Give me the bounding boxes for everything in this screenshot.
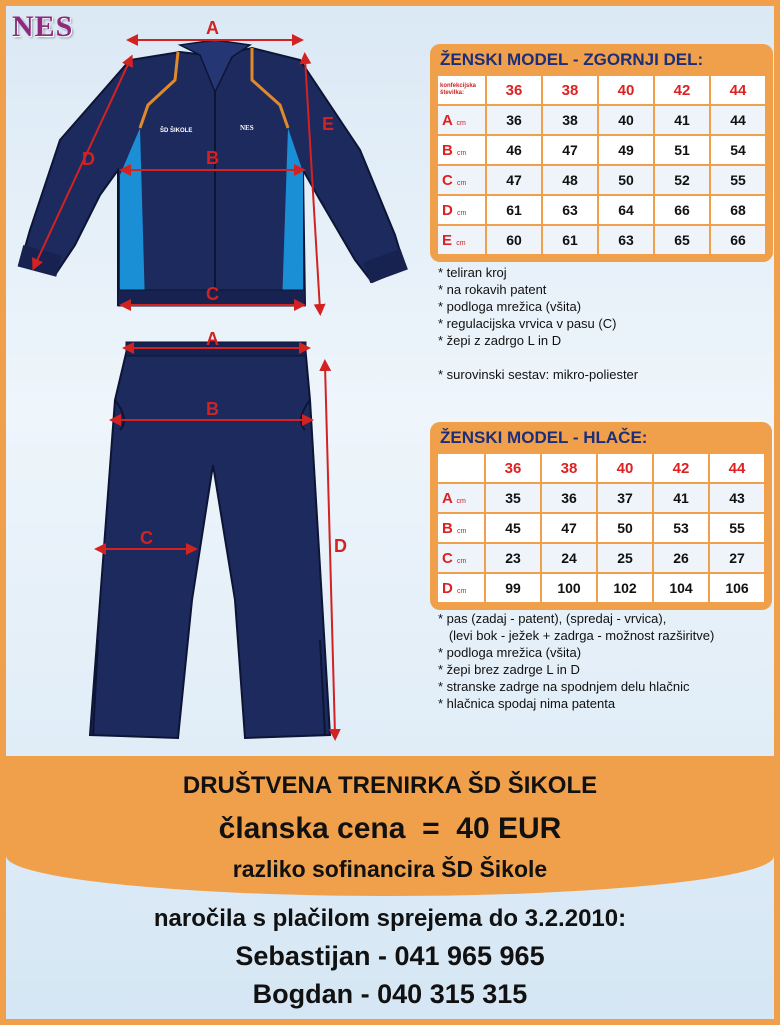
note-item: (levi bok - ježek + zadrga - možnost razširitve) — [438, 628, 715, 643]
table-row — [438, 574, 764, 602]
size-header: 38 — [543, 76, 597, 104]
table-row — [438, 166, 765, 194]
table-cell: 53 — [654, 514, 708, 542]
table-cell: 38 — [543, 106, 597, 134]
table-cell: 41 — [655, 106, 709, 134]
table-cell: 61 — [487, 196, 541, 224]
tracksuit-illustration — [0, 0, 430, 760]
table-cell: 65 — [655, 226, 709, 254]
note-item — [438, 349, 638, 366]
table-cell: 50 — [598, 514, 652, 542]
table-cell: 51 — [655, 136, 709, 164]
note-item: * regulacijska vrvica v pasu (C) — [438, 316, 617, 331]
table-cell: 63 — [599, 226, 653, 254]
table-cell: 35 — [486, 484, 540, 512]
table-row — [438, 196, 765, 224]
table-row — [438, 136, 765, 164]
table-cell: 27 — [710, 544, 764, 572]
pants-label-b: B — [206, 399, 219, 419]
jacket-label-c: C — [206, 284, 219, 304]
table-cell: 64 — [599, 196, 653, 224]
jacket-notes — [438, 264, 638, 383]
table-cell: 100 — [542, 574, 596, 602]
table-cell: 68 — [711, 196, 765, 224]
table-cell: 26 — [654, 544, 708, 572]
table-cell: 47 — [542, 514, 596, 542]
jacket-brand-left: ŠD ŠIKOLE — [160, 128, 193, 134]
table-row — [438, 544, 764, 572]
jacket-brand-right: NES — [240, 124, 254, 132]
table-cell: 55 — [710, 514, 764, 542]
note-item: * žepi z zadrgo L in D — [438, 333, 562, 348]
size-header-label: konfekcijska številka: — [438, 76, 485, 104]
pants-label-d: D — [334, 536, 347, 556]
table-cell: 66 — [655, 196, 709, 224]
note-item: * žepi brez zadrge L in D — [438, 662, 580, 677]
note-item: * hlačnica spodaj nima patenta — [438, 696, 616, 711]
table-cell: 48 — [543, 166, 597, 194]
note-item: * podloga mrežica (všita) — [438, 299, 582, 314]
table-cell: 25 — [598, 544, 652, 572]
table-cell: 99 — [486, 574, 540, 602]
size-header: 40 — [598, 454, 652, 482]
table-cell: 47 — [487, 166, 541, 194]
row-label: E cm — [438, 226, 485, 254]
table-cell: 36 — [542, 484, 596, 512]
pants-notes — [438, 610, 714, 712]
table-cell: 44 — [711, 106, 765, 134]
row-label: B cm — [438, 136, 485, 164]
table-cell: 102 — [598, 574, 652, 602]
note-item: * pas (zadaj - patent), (spredaj - vrvica), — [438, 611, 667, 626]
row-label: A cm — [438, 106, 485, 134]
size-header: 42 — [655, 76, 709, 104]
table-cell: 50 — [599, 166, 653, 194]
table-cell: 41 — [654, 484, 708, 512]
note-item: * na rokavih patent — [438, 282, 547, 297]
jacket-table-title: ŽENSKI MODEL - ZGORNJI DEL: — [440, 50, 704, 69]
row-label: B cm — [438, 514, 484, 542]
jacket-label-a: A — [206, 18, 219, 38]
row-label: A cm — [438, 484, 484, 512]
promo-title: DRUŠTVENA TRENIRKA ŠD ŠIKOLE — [182, 772, 598, 799]
size-header: 36 — [486, 454, 540, 482]
table-cell: 104 — [654, 574, 708, 602]
size-header: 40 — [599, 76, 653, 104]
nes-logo: NES — [12, 10, 74, 43]
table-cell: 43 — [710, 484, 764, 512]
table-cell: 63 — [543, 196, 597, 224]
table-cell: 37 — [598, 484, 652, 512]
jacket — [18, 40, 408, 306]
table-cell: 49 — [599, 136, 653, 164]
table-row — [438, 226, 765, 254]
table-cell: 47 — [543, 136, 597, 164]
table-cell: 54 — [711, 136, 765, 164]
table-cell: 55 — [711, 166, 765, 194]
table-cell: 61 — [543, 226, 597, 254]
jacket-label-e: E — [322, 114, 335, 134]
table-cell: 106 — [710, 574, 764, 602]
table-cell: 60 — [487, 226, 541, 254]
promo-subsidy: razliko sofinancira ŠD Šikole — [232, 856, 548, 882]
jacket-label-d: D — [82, 149, 95, 169]
table-row — [438, 484, 764, 512]
promo-price: članska cena = 40 EUR — [218, 812, 562, 845]
table-cell: 66 — [711, 226, 765, 254]
jacket-size-table — [430, 44, 773, 262]
size-header: 44 — [710, 454, 764, 482]
note-item: * teliran kroj — [438, 265, 507, 280]
size-header: 38 — [542, 454, 596, 482]
table-cell: 23 — [486, 544, 540, 572]
size-header: 44 — [711, 76, 765, 104]
size-header: 42 — [654, 454, 708, 482]
row-label: D cm — [438, 196, 485, 224]
table-cell: 52 — [655, 166, 709, 194]
pants-table-title: ŽENSKI MODEL - HLAČE: — [440, 428, 648, 447]
order-deadline: naročila s plačilom sprejema do 3.2.2010: — [153, 905, 627, 932]
row-label: D cm — [438, 574, 484, 602]
table-row — [438, 514, 764, 542]
jacket-label-b: B — [206, 148, 219, 168]
note-item: * surovinski sestav: mikro-poliester — [438, 367, 639, 382]
table-cell: 40 — [599, 106, 653, 134]
pants-label-c: C — [140, 528, 153, 548]
table-cell: 46 — [487, 136, 541, 164]
pants-label-a: A — [206, 329, 219, 349]
table-cell: 36 — [487, 106, 541, 134]
table-row — [438, 106, 765, 134]
table-cell: 45 — [486, 514, 540, 542]
note-item: * podloga mrežica (všita) — [438, 645, 582, 660]
contact-sebastijan: Sebastijan - 041 965 965 — [235, 941, 545, 971]
pants-size-table — [430, 422, 772, 610]
contact-bogdan: Bogdan - 040 315 315 — [252, 979, 528, 1009]
table-cell: 24 — [542, 544, 596, 572]
size-header: 36 — [487, 76, 541, 104]
row-label: C cm — [438, 544, 484, 572]
note-item: * stranske zadrge na spodnjem delu hlačnic — [438, 679, 690, 694]
row-label: C cm — [438, 166, 485, 194]
